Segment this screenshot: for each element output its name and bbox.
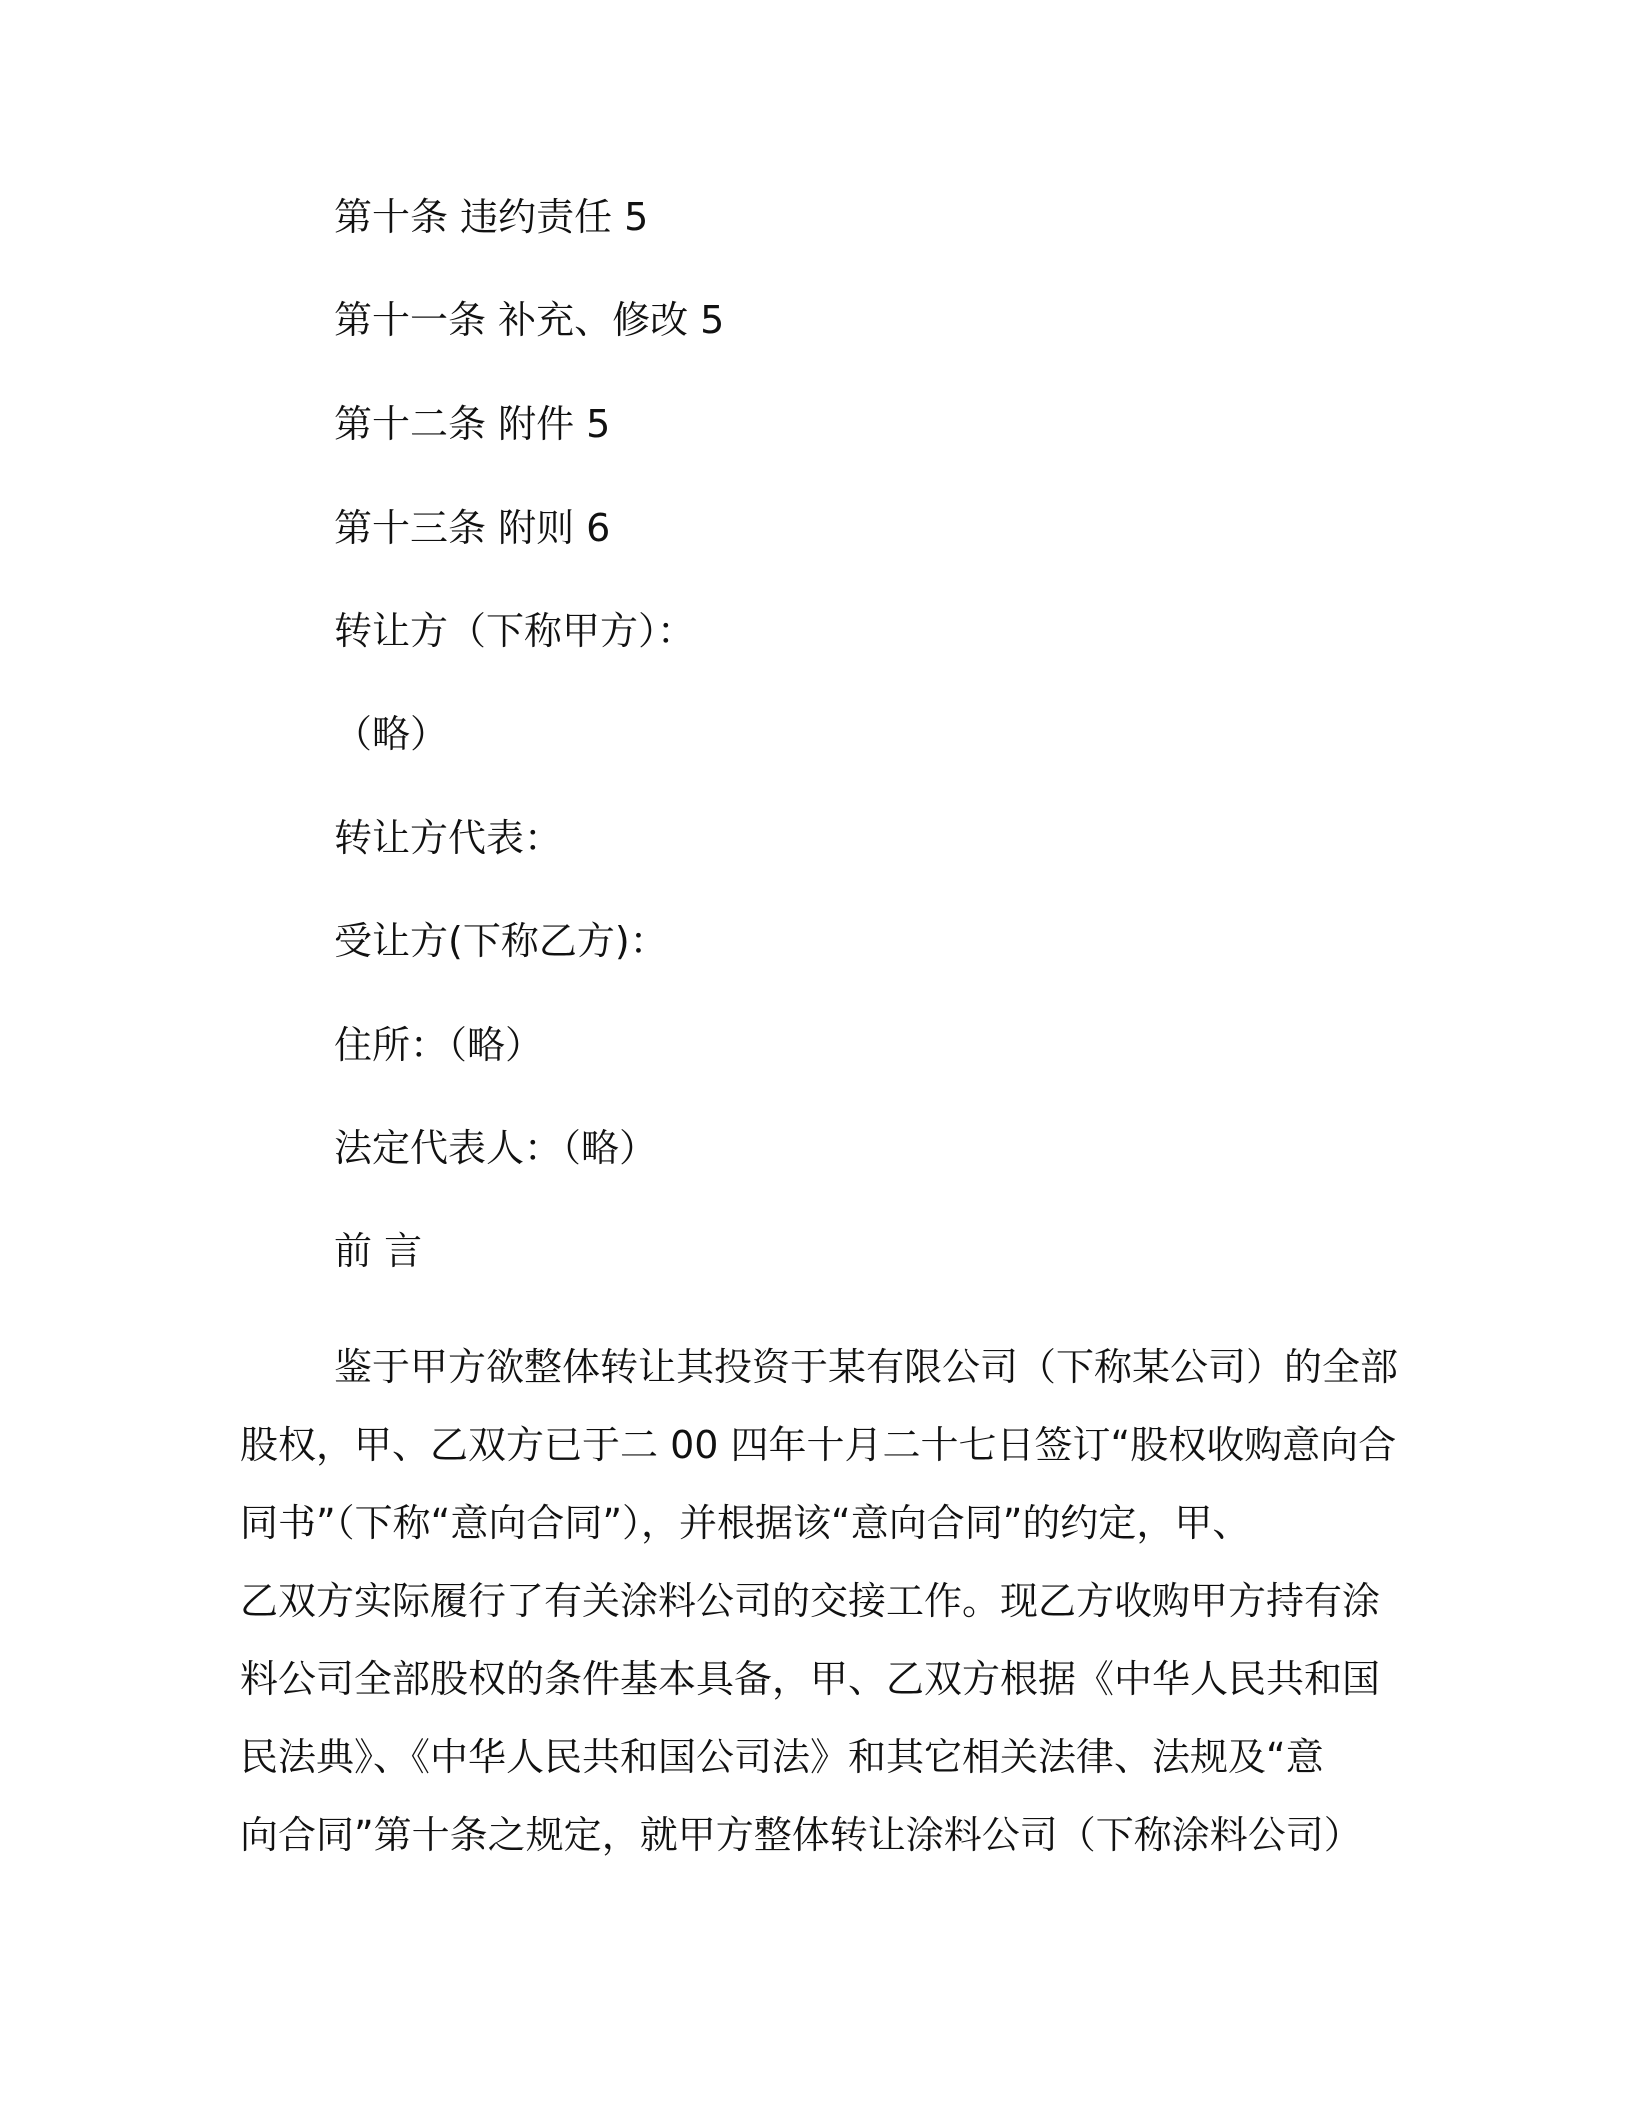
paragraph-line: 民法典》、《中华人民共和国公司法》和其它相关法律、法规及“意 <box>240 1735 1324 1779</box>
paragraph-line: 向合同”第十条之规定，就甲方整体转让涂料公司（下称涂料公司） <box>240 1813 1362 1857</box>
preface-heading: 前 言 <box>334 1229 423 1273</box>
transferor-representative: 转让方代表： <box>334 816 563 860</box>
transferor-value: （略） <box>334 712 449 756</box>
toc-item-article-12: 第十二条 附件 5 <box>334 402 611 446</box>
paragraph-line: 鉴于甲方欲整体转让其投资于某有限公司（下称某公司）的全部 <box>334 1345 1399 1389</box>
toc-item-article-11: 第十一条 补充、修改 5 <box>334 298 725 342</box>
toc-item-article-10: 第十条 违约责任 5 <box>334 195 649 239</box>
transferee-address: 住所：（略） <box>334 1023 544 1067</box>
preface-paragraph <box>240 1328 1399 1874</box>
transferee-legal-representative: 法定代表人：（略） <box>334 1126 658 1170</box>
transferor-label: 转让方（下称甲方）： <box>334 609 696 653</box>
transferee-label: 受让方(下称乙方)： <box>334 919 668 963</box>
paragraph-line: 同书”（下称“意向合同”），并根据该“意向合同”的约定，甲、 <box>240 1501 1251 1545</box>
paragraph-line: 股权，甲、乙双方已于二 00 四年十月二十七日签订“股权收购意向合 <box>240 1423 1397 1467</box>
paragraph-line: 乙双方实际履行了有关涂料公司的交接工作。现乙方收购甲方持有涂 <box>240 1579 1381 1623</box>
paragraph-line: 料公司全部股权的条件基本具备，甲、乙双方根据《中华人民共和国 <box>240 1657 1381 1701</box>
toc-item-article-13: 第十三条 附则 6 <box>334 506 611 550</box>
